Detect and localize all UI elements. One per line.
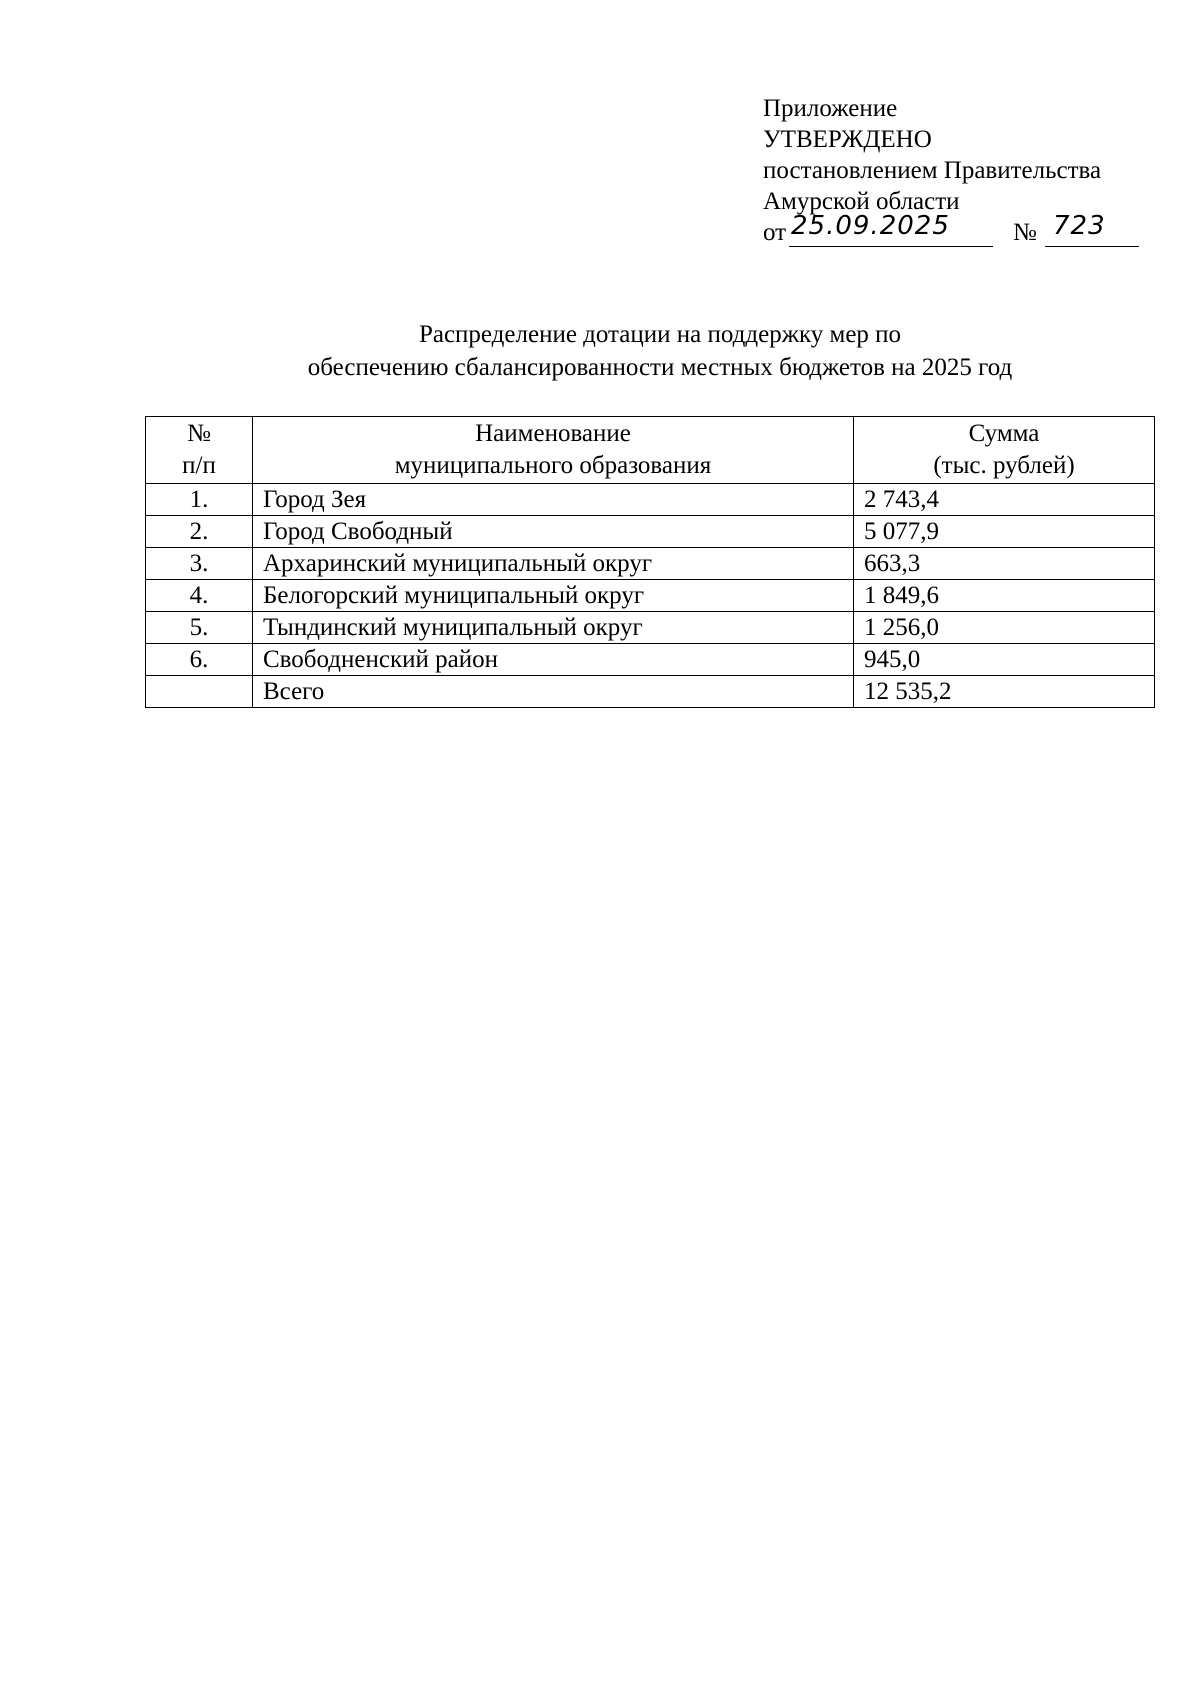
table-row bbox=[146, 612, 1155, 644]
row-amount: 1 256,0 bbox=[854, 612, 1155, 644]
table-row bbox=[146, 516, 1155, 548]
header-sum bbox=[854, 417, 1155, 484]
title-line-2: обеспечению сбалансированности местных бюджетов на 2025 год bbox=[307, 354, 1013, 381]
table-row bbox=[146, 548, 1155, 580]
distribution-table bbox=[145, 416, 1155, 708]
row-amount: 945,0 bbox=[854, 644, 1155, 676]
row-name: Тындинский муниципальный округ bbox=[253, 612, 854, 644]
row-number: 6. bbox=[146, 644, 253, 676]
row-name: Город Зея bbox=[253, 484, 854, 516]
row-name: Архаринский муниципальный округ bbox=[253, 548, 854, 580]
row-number: 4. bbox=[146, 580, 253, 612]
row-name: Свободненский район bbox=[253, 644, 854, 676]
header-number-line-1: № bbox=[187, 420, 211, 447]
header-name-line-2: муниципального образования bbox=[394, 452, 712, 479]
row-number: 1. bbox=[146, 484, 253, 516]
total-amount: 12 535,2 bbox=[854, 676, 1155, 708]
table-row bbox=[146, 484, 1155, 516]
appendix-label: Приложение bbox=[763, 95, 898, 122]
table-row bbox=[146, 580, 1155, 612]
approved-label: УТВЕРЖДЕНО bbox=[763, 126, 932, 153]
table-row bbox=[146, 644, 1155, 676]
row-amount: 2 743,4 bbox=[854, 484, 1155, 516]
handwritten-number: 723 bbox=[1053, 211, 1106, 241]
row-number: 2. bbox=[146, 516, 253, 548]
total-number bbox=[146, 676, 253, 708]
approval-block bbox=[763, 93, 1183, 251]
date-prefix: от bbox=[763, 219, 787, 246]
title-line-1: Распределение дотации на поддержку мер по bbox=[418, 321, 902, 348]
resolution-label: постановлением Правительства bbox=[763, 157, 1102, 184]
row-number: 3. bbox=[146, 548, 253, 580]
header-number bbox=[146, 417, 253, 484]
row-amount: 5 077,9 bbox=[854, 516, 1155, 548]
total-label: Всего bbox=[253, 676, 854, 708]
header-name bbox=[253, 417, 854, 484]
table-header-row bbox=[146, 417, 1155, 484]
header-sum-line-2: (тыс. рублей) bbox=[933, 452, 1075, 479]
date-number-row bbox=[763, 211, 1183, 251]
row-name: Белогорский муниципальный округ bbox=[253, 580, 854, 612]
header-sum-line-1: Сумма bbox=[968, 420, 1040, 447]
region-label: Амурской области bbox=[763, 188, 960, 215]
number-underline bbox=[1045, 246, 1139, 247]
handwritten-date: 25.09.2025 bbox=[791, 211, 950, 241]
date-underline bbox=[789, 246, 993, 247]
row-amount: 1 849,6 bbox=[854, 580, 1155, 612]
document-title bbox=[130, 318, 1190, 384]
header-name-line-1: Наименование bbox=[475, 420, 631, 447]
header-number-line-2: п/п bbox=[182, 452, 216, 479]
table-total-row bbox=[146, 676, 1155, 708]
number-prefix: № bbox=[1013, 219, 1037, 246]
row-number: 5. bbox=[146, 612, 253, 644]
row-amount: 663,3 bbox=[854, 548, 1155, 580]
row-name: Город Свободный bbox=[253, 516, 854, 548]
